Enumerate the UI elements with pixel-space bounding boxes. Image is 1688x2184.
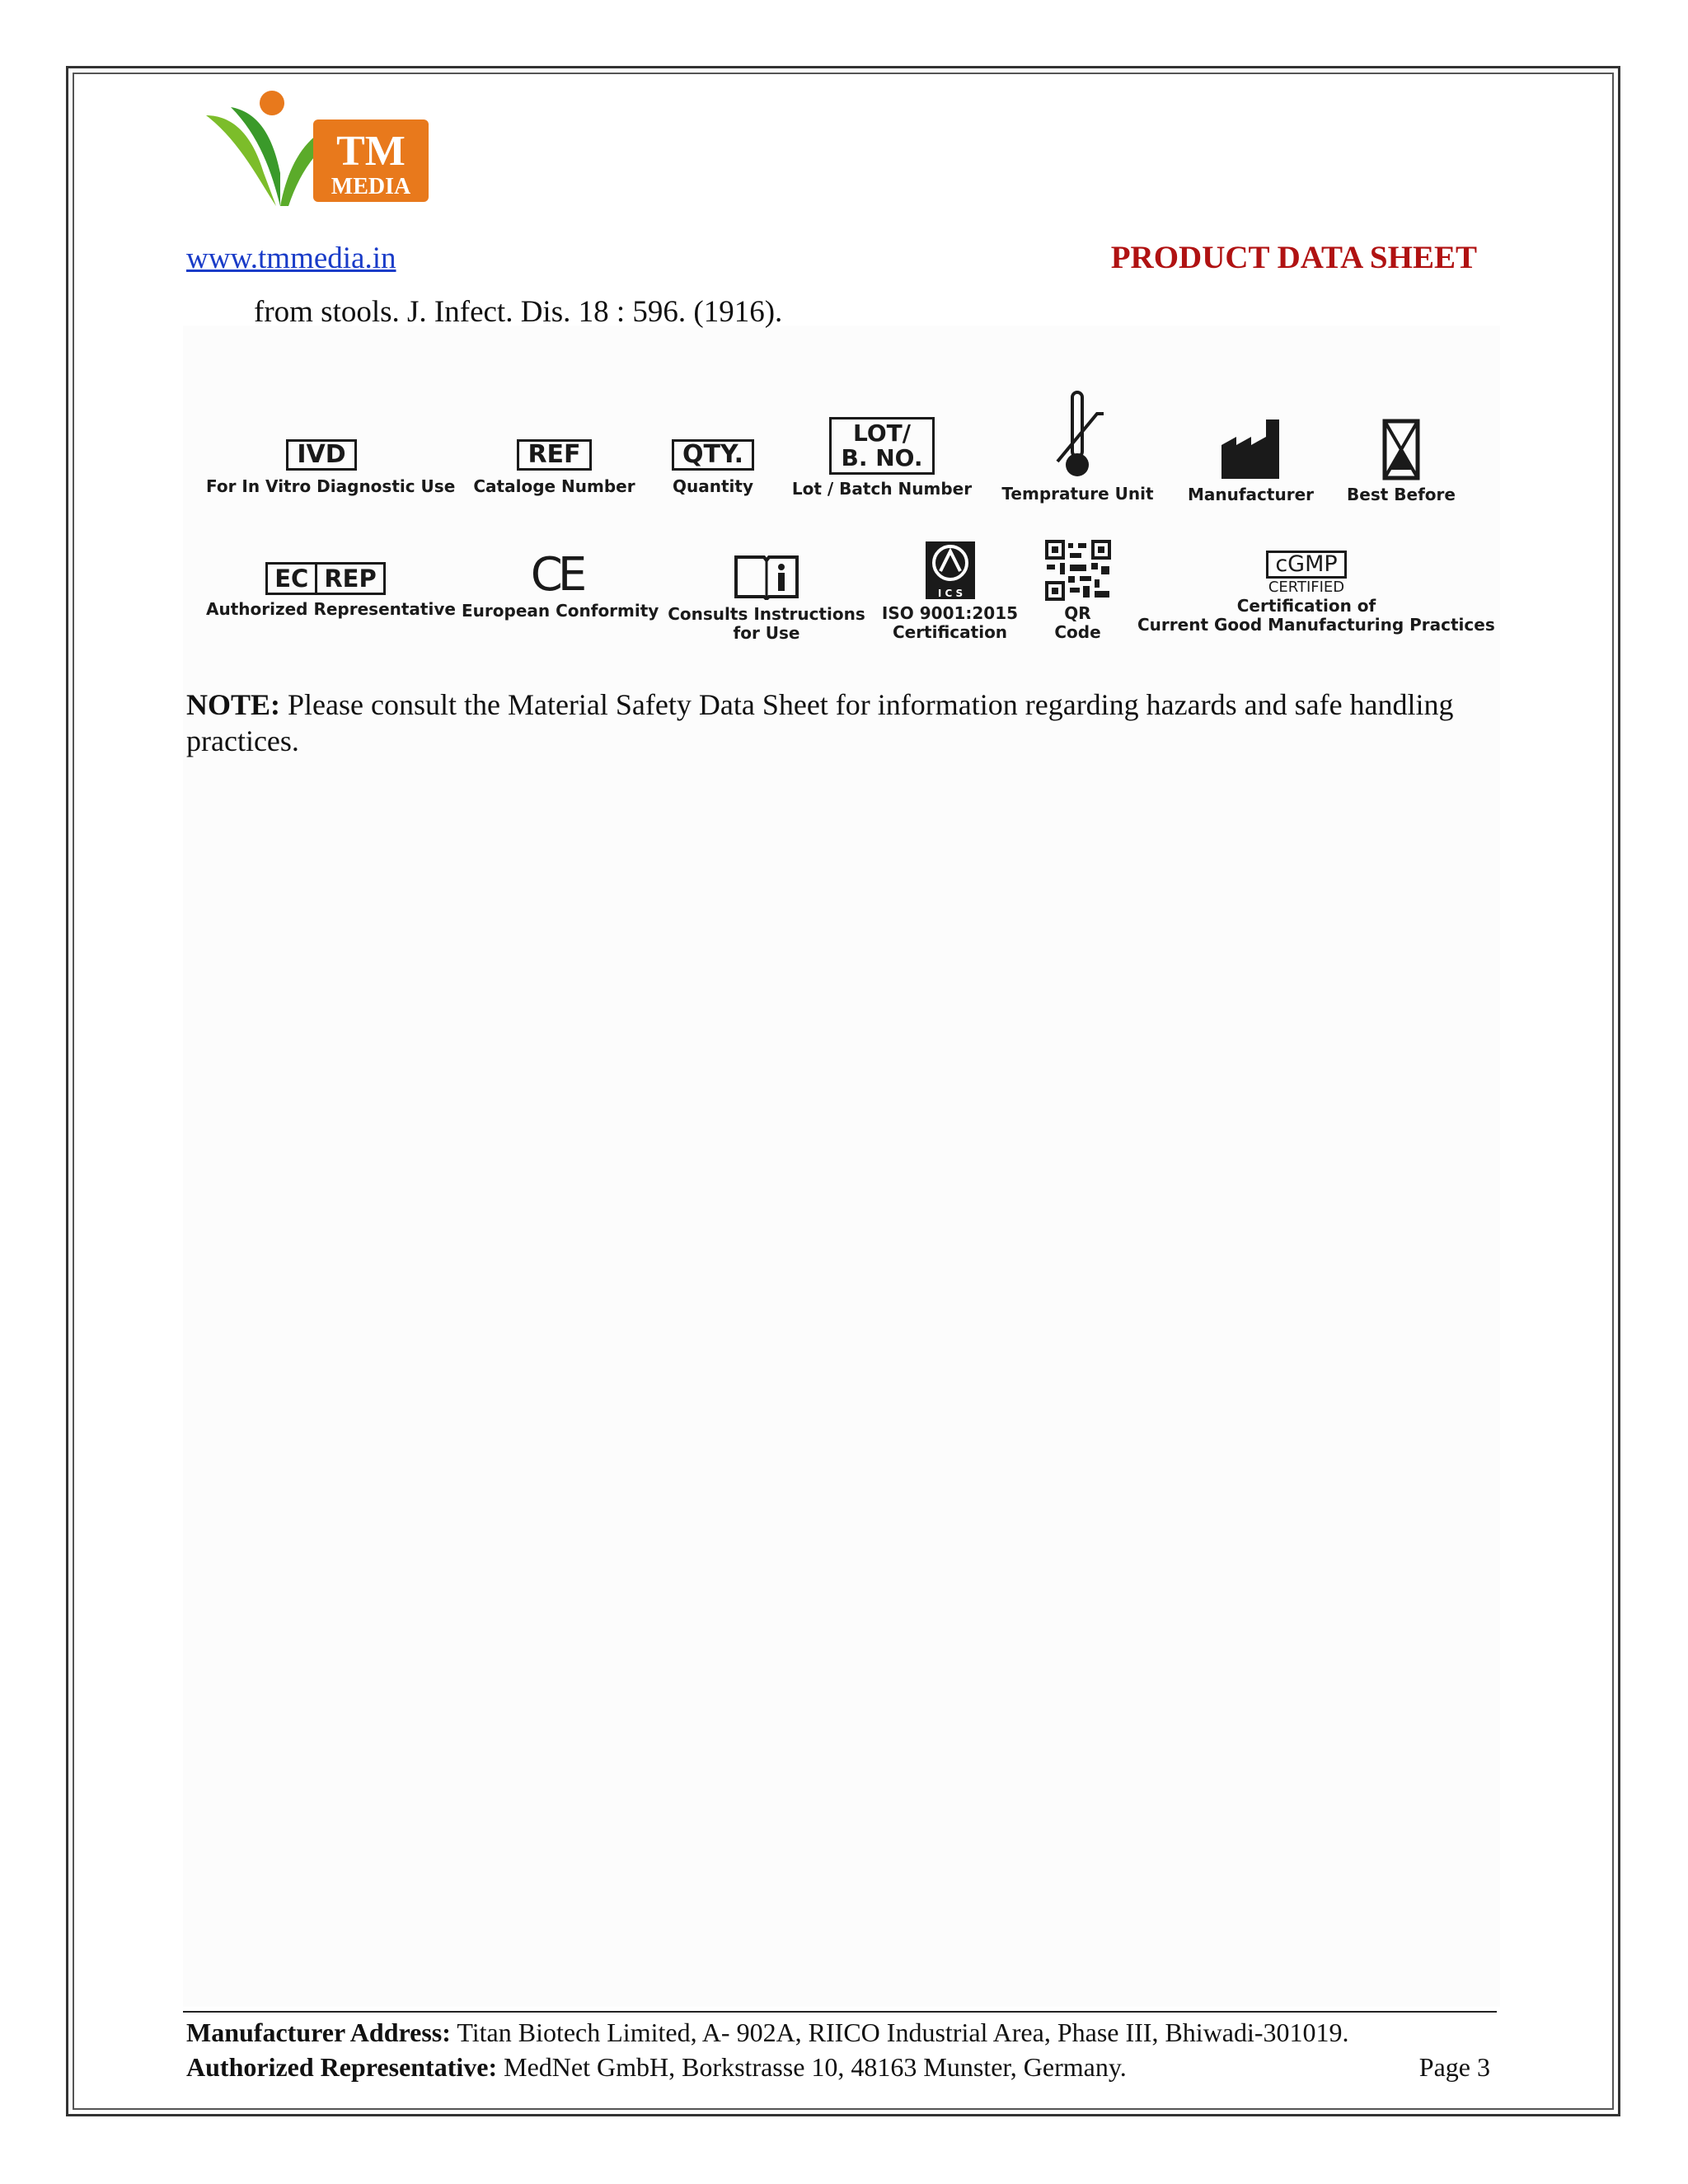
iso-label-line2: Certification: [892, 622, 1008, 642]
footer-representative: [186, 2052, 1127, 2083]
lot-label: Lot / Batch Number: [791, 479, 973, 499]
website-link[interactable]: www.tmmedia.in: [186, 241, 396, 275]
best-before-label: Best Before: [1347, 485, 1456, 504]
symbol-manufacturer: [1187, 416, 1315, 504]
qty-box: QTY.: [672, 439, 754, 471]
temperature-label: Temprature Unit: [1001, 484, 1154, 504]
symbol-temperature: [1001, 389, 1154, 504]
footer-rep-address: MedNet GmbH, Borkstrasse 10, 48163 Munster, Germany.: [497, 2052, 1127, 2082]
reference-text: from stools. J. Infect. Dis. 18 : 596. (1916).: [254, 295, 783, 329]
iso-badge-text: I C S: [937, 588, 963, 599]
note-text: Please consult the Material Safety Data Sheet for information regarding hazards and safe handling practices.: [186, 688, 1454, 757]
symbol-qty: [659, 439, 767, 496]
footer-rep-label: Authorized Representative:: [186, 2052, 498, 2082]
page-number: Page 3: [1418, 2052, 1490, 2082]
footer-manufacturer-address: Titan Biotech Limited, A- 902A, RIICO Industrial Area, Phase III, Bhiwadi-301019.: [450, 2018, 1349, 2047]
cgmp-label-line1: Certification of: [1236, 596, 1376, 616]
ref-box: REF: [517, 439, 591, 471]
ce-mark: CE: [530, 548, 583, 602]
ec-text: EC: [268, 565, 317, 593]
ec-rep-box: [265, 562, 386, 595]
qty-label: Quantity: [673, 476, 753, 496]
footer-manufacturer: [186, 2018, 1349, 2048]
ifu-label-line2: for Use: [733, 623, 800, 643]
footer-manufacturer-label: Manufacturer Address:: [186, 2018, 451, 2047]
symbol-ec-rep: [206, 562, 456, 619]
safety-note: [186, 687, 1505, 759]
lot-box-line2: B. NO.: [841, 444, 923, 471]
iso-label-line1: ISO 9001:2015: [881, 603, 1019, 623]
symbol-iso: [878, 540, 1022, 642]
symbol-cgmp: [1137, 551, 1495, 635]
qr-label-line1: QR: [1064, 603, 1091, 623]
symbol-best-before: [1343, 419, 1459, 504]
doc-title: PRODUCT DATA SHEET: [1110, 240, 1477, 275]
iso-certification-badge-icon: [924, 540, 977, 601]
symbol-ref: [470, 439, 639, 496]
cgmp-label-line2: Current Good Manufacturing Practices: [1137, 615, 1495, 635]
thermometer-icon: [1049, 389, 1107, 480]
manufacturer-label: Manufacturer: [1187, 485, 1315, 504]
hourglass-icon: [1382, 419, 1420, 480]
note-label: NOTE:: [186, 688, 281, 721]
lot-box: [829, 417, 935, 475]
tm-media-logo: [198, 82, 437, 214]
ivd-label: For In Vitro Diagnostic Use: [206, 476, 456, 496]
ifu-label-line1: Consults Instructions: [668, 604, 865, 624]
cgmp-certified-text: CERTIFIED: [1268, 579, 1345, 597]
logo-media-text: MEDIA: [331, 174, 411, 199]
qr-code-icon: [1045, 540, 1111, 601]
lot-box-line1: LOT/: [853, 419, 911, 447]
symbol-lot: [791, 417, 973, 499]
symbol-ivd: [206, 439, 456, 496]
symbol-ifu: [668, 554, 865, 643]
footer-divider: [183, 2011, 1497, 2013]
ivd-box: IVD: [286, 439, 356, 471]
symbol-ce: [462, 548, 659, 621]
factory-icon: [1220, 416, 1282, 480]
open-book-info-icon: [733, 554, 800, 600]
rep-text: REP: [324, 565, 377, 593]
ec-rep-label: Authorized Representative: [206, 599, 456, 619]
ce-label: European Conformity: [462, 601, 659, 621]
cgmp-box: cGMP: [1266, 551, 1346, 579]
qr-label-line2: Code: [1054, 622, 1101, 642]
ref-label: Cataloge Number: [473, 476, 635, 496]
logo-tm-text: TM: [336, 128, 406, 175]
symbol-qr: [1034, 540, 1121, 642]
